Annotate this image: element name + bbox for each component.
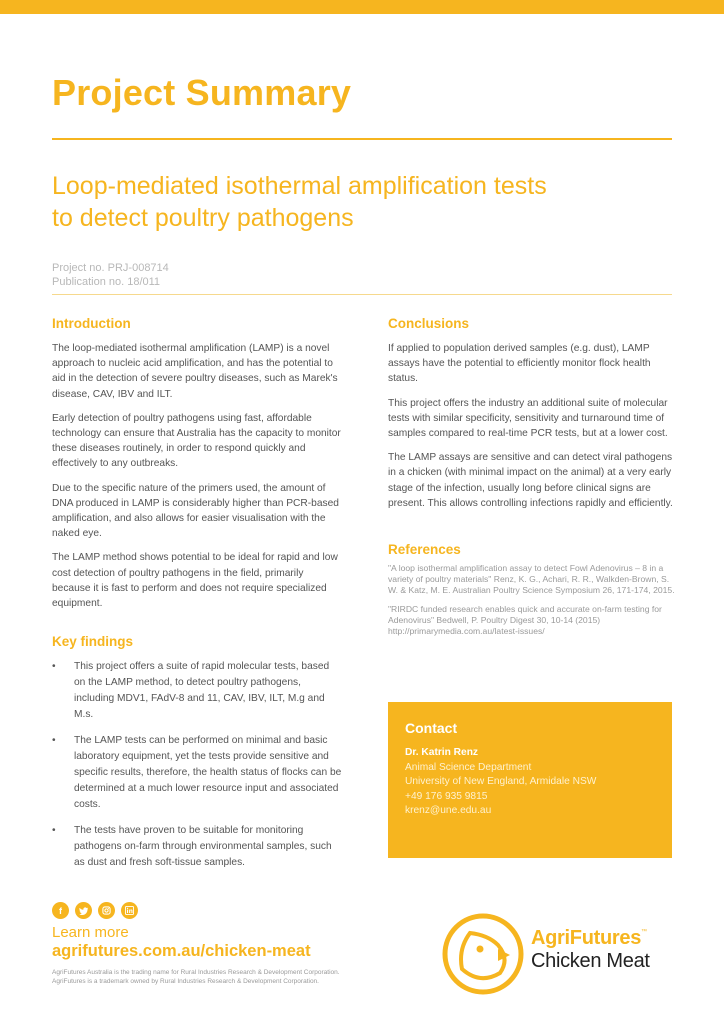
introduction-paragraph: Due to the specific nature of the primers used, the amount of DNA produced in LAMP is considerably higher than PCR-based amplification, and also allows for easier visualisation with the naked eye. (52, 482, 339, 540)
legal-line: AgriFutures Australia is the trading name for Rural Industries Research & Development Corporation. (52, 969, 340, 976)
conclusions-paragraph: If applied to population derived samples (e.g. dust), LAMP assays have the potential to efficiently monitor flock health status. (388, 343, 651, 385)
meta-divider (52, 294, 672, 295)
subtitle-line-1: Loop-mediated isothermal amplification tests (52, 172, 547, 200)
bullet-icon: • (52, 825, 56, 837)
document-meta (52, 261, 169, 289)
key-findings-list (52, 659, 342, 871)
contact-department: Animal Science Department (405, 761, 532, 773)
reference-item: "RIRDC funded research enables quick and accurate on-farm testing for Adenovirus" Bedwell, P. Poultry Digest 30, 10-14 (2015) http://primarymedia.com.au/latest-issues/ (388, 604, 662, 637)
introduction-paragraph: The loop-mediated isothermal amplification (LAMP) is a novel approach to nucleic acid amplification, and has the potential to aid in the detection of severe poultry diseases, such as Marek's disease, CAV, IBV and ILT. (52, 343, 338, 400)
list-item (52, 659, 342, 723)
brand-name-text: AgriFutures (531, 927, 642, 949)
finding-text: The tests have proven to be suitable for monitoring pathogens on-farm through environmental samples, such as dust and fresh soft-tissue samples. (74, 825, 332, 869)
finding-text: The LAMP tests can be performed on minimal and basic laboratory equipment, yet the tests provide sensitive and specific results, therefore, the health status of flocks can be determined at a much lower resource input and associated costs. (74, 735, 342, 811)
section-spacer (52, 620, 342, 634)
right-column (388, 316, 678, 645)
learn-more-label: Learn more (52, 924, 129, 941)
conclusions-paragraph: The LAMP assays are sensitive and can detect viral pathogens in a chicken (with minimal impact on the animal) at a very early stage of the infection, usually long before clinical signs are present. This allows controlling infections rapidly and efficiently. (388, 452, 673, 509)
contact-heading: Contact (405, 720, 458, 736)
brand-name (531, 927, 647, 950)
website-link[interactable]: agrifutures.com.au/chicken-meat (52, 942, 311, 960)
contact-box (388, 702, 672, 858)
top-accent-bar (0, 0, 724, 14)
twitter-icon[interactable] (75, 902, 92, 919)
introduction-paragraph: The LAMP method shows potential to be ideal for rapid and low cost detection of poultry pathogens in the field, primarily because it is fast to perform and does not require specialized equipment. (52, 552, 338, 610)
contact-name: Dr. Katrin Renz (405, 747, 479, 758)
document-subtitle (52, 170, 662, 234)
page-title: Project Summary (52, 72, 352, 113)
key-findings-heading: Key findings (52, 634, 134, 650)
introduction-section (52, 316, 342, 611)
instagram-icon[interactable] (98, 902, 115, 919)
conclusions-heading: Conclusions (388, 316, 470, 331)
contact-institution: University of New England, Armidale NSW (405, 776, 597, 787)
list-item (52, 733, 342, 813)
legal-line: AgriFutures is a trademark owned by Rural Industries Research & Development Corporation. (52, 978, 319, 985)
list-item (52, 823, 342, 871)
title-divider (52, 138, 672, 140)
bullet-icon: • (52, 661, 56, 673)
conclusions-section (388, 316, 678, 511)
contact-phone: +49 176 935 9815 (405, 790, 488, 802)
trademark-symbol: ™ (641, 929, 647, 935)
section-spacer (388, 520, 678, 542)
project-number: Project no. PRJ-008714 (52, 262, 169, 274)
contact-email[interactable]: krenz@une.edu.au (405, 805, 492, 816)
facebook-icon[interactable]: f (52, 902, 69, 919)
publication-number: Publication no. 18/011 (52, 276, 161, 288)
reference-item: "A loop isothermal amplification assay to detect Fowl Adenovirus – 8 in a variety of poultry materials" Renz, K. G., Achari, R. R., Walkden-Brown, S. W. & Katz, M. E. Australian Poultry Science Symposium 26, 171-174, 2015. (388, 563, 675, 596)
references-section (388, 542, 678, 637)
finding-text: This project offers a suite of rapid molecular tests, based on the LAMP method, to detect poultry pathogens, including MDV1, FAdV-8 and 11, CAV, IBV, ILT, M.g and M.s. (74, 661, 330, 721)
references-heading: References (388, 542, 461, 558)
introduction-paragraph: Early detection of poultry pathogens using fast, affordable technology can ensure that Australia has the capacity to monitor these diseases routinely, in order to respond quickly and effectively to any outbreaks. (52, 412, 341, 470)
left-column (52, 316, 342, 881)
brand-program: Chicken Meat (531, 950, 650, 972)
introduction-heading: Introduction (52, 316, 131, 331)
linkedin-icon[interactable] (121, 902, 138, 919)
conclusions-paragraph: This project offers the industry an additional suite of molecular tests with similar specificity, sensitivity and turnaround time of samples compared to real-time PCR tests, but at a lower cost. (388, 397, 668, 440)
social-links (52, 902, 138, 919)
bullet-icon: • (52, 735, 56, 747)
key-findings-section (52, 634, 342, 871)
chicken-logo-icon (440, 911, 526, 997)
legal-notice (52, 968, 340, 986)
subtitle-line-2: to detect poultry pathogens (52, 204, 354, 232)
